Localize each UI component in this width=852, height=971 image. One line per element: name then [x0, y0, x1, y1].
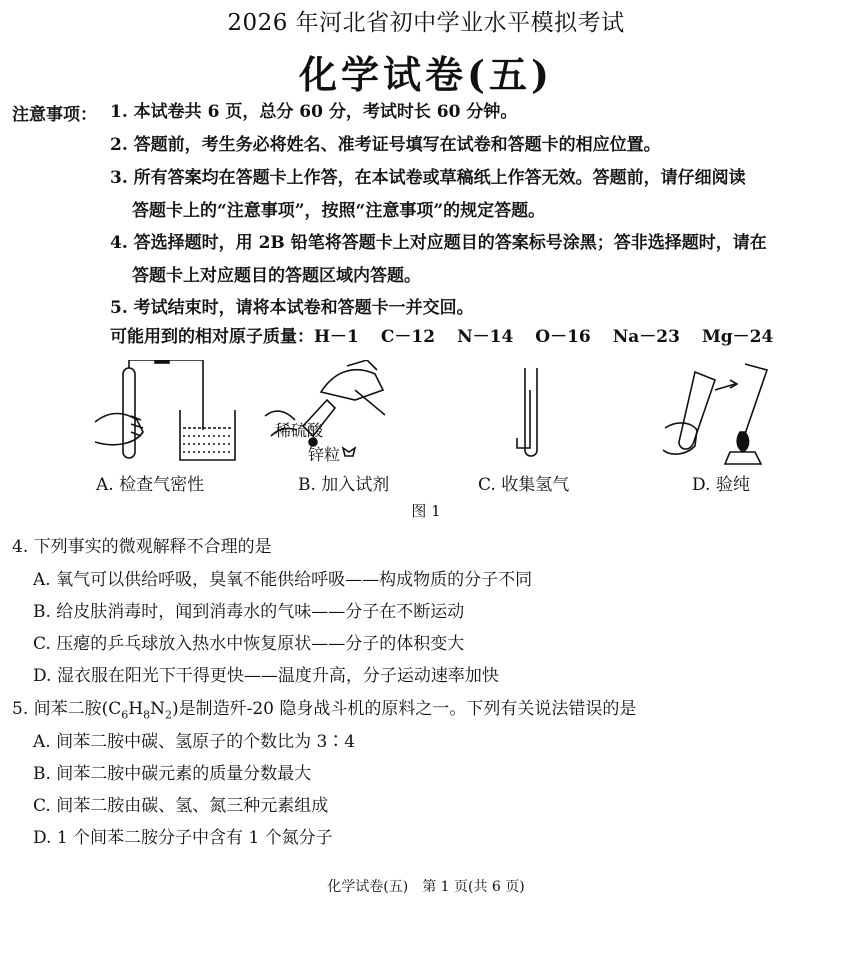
question-4-option-c: C. 压瘪的乒乓球放入热水中恢复原状——分子的体积变大	[33, 634, 465, 654]
question-5-option-c: C. 间苯二胺由碳、氢、氮三种元素组成	[33, 796, 329, 816]
question-5-option-a: A. 间苯二胺中碳、氢原子的个数比为 3∶4	[33, 732, 356, 752]
apparatus-figure	[85, 360, 815, 465]
apparatus-d-purity-test-icon	[663, 364, 767, 464]
page-footer: 化学试卷(五) 第 1 页(共 6 页)	[327, 879, 525, 895]
caption-c: C. 收集氢气	[478, 475, 570, 495]
notice-item-5: 5. 考试结束时，请将本试卷和答题卡一并交回。	[110, 298, 474, 318]
caption-d: D. 验纯	[692, 475, 750, 495]
apparatus-a-airtightness-icon	[95, 360, 235, 460]
atomic-mass-na: Na－23	[612, 327, 680, 347]
atomic-mass-o: O－16	[535, 327, 591, 347]
atomic-mass-line: 可能用到的相对原子质量：H－1 C－12 N－14 O－16 Na－23 Mg－24	[110, 322, 795, 347]
question-4-option-b: B. 给皮肤消毒时，闻到消毒水的气味——分子在不断运动	[33, 602, 465, 622]
question-4-option-a: A. 氧气可以供给呼吸，臭氧不能供给呼吸——构成物质的分子不同	[33, 570, 533, 590]
question-4-stem: 4. 下列事实的微观解释不合理的是	[12, 537, 272, 557]
question-5-option-b: B. 间苯二胺中碳元素的质量分数最大	[33, 764, 312, 784]
atomic-mass-h: H－1	[314, 327, 359, 347]
label-dilute-sulfuric-acid: 稀硫酸	[275, 421, 324, 440]
figure-title: 图 1	[411, 502, 441, 520]
chemical-formula: $C_6H_8N_2$	[108, 699, 172, 722]
atomic-mass-mg: Mg－24	[701, 327, 774, 347]
question-5-option-d: D. 1 个间苯二胺分子中含有 1 个氮分子	[33, 828, 333, 848]
question-4-option-d: D. 湿衣服在阳光下干得更快——温度升高，分子运动速率加快	[33, 666, 499, 686]
question-5-stem: 5. 间苯二胺$(C_6H_8N_2)$是制造歼-20 隐身战斗机的原料之一。下列有关说法错误的是	[12, 699, 637, 722]
exam-title: 2026 年河北省初中学业水平模拟考试	[227, 10, 625, 36]
notice-label: 注意事项：	[12, 105, 97, 125]
caption-b: B. 加入试剂	[298, 475, 390, 495]
atomic-mass-c: C－12	[380, 327, 436, 347]
atomic-mass-n: N－14	[457, 327, 514, 347]
notice-item-2: 2. 答题前，考生务必将姓名、准考证号填写在试卷和答题卡的相应位置。	[110, 135, 661, 155]
caption-a: A. 检查气密性	[96, 475, 205, 495]
label-zinc-granules: 锌粒	[308, 445, 341, 464]
apparatus-c-collecting-icon	[517, 368, 537, 456]
notice-item-3: 3. 所有答案均在答题卡上作答，在本试卷或草稿纸上作答无效。答题前，请仔细阅读 答题卡上的“注意事项”，按照“注意事项”的规定答题。	[110, 168, 746, 221]
paper-title: 化学试卷(五)	[299, 52, 553, 97]
notice-item-1: 1. 本试卷共 6 页，总分 60 分，考试时长 60 分钟。	[110, 102, 518, 122]
notice-item-4: 4. 答选择题时，用 2B 铅笔将答题卡上对应题目的答案标号涂黑；答非选择题时，请在 答题卡上对应题目的答题区域内答题。	[110, 233, 767, 286]
